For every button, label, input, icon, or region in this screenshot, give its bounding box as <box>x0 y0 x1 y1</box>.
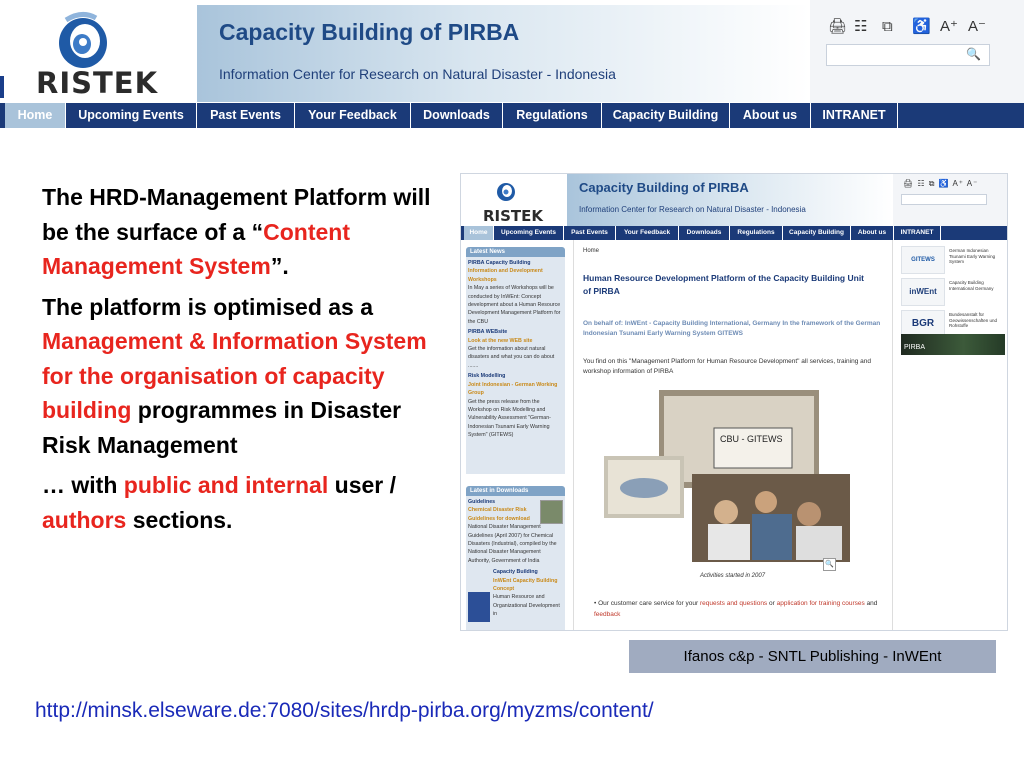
partner-inwent <box>901 278 1005 306</box>
slide-text <box>42 180 442 543</box>
feedback-link: feedback <box>594 611 621 618</box>
shot-photo-collage <box>604 390 850 562</box>
shot-main-content <box>573 240 893 630</box>
emphasis-mis: Management & Information System for the organisation of capacity building <box>42 328 427 423</box>
shot-logo <box>461 174 567 226</box>
download-title: Guidelines <box>468 499 496 505</box>
text-segment: … with <box>42 472 124 498</box>
text-segment: ”. <box>270 253 289 279</box>
download-title: Capacity Building <box>493 569 538 576</box>
news-text: In May a series of Workshops will be conducted by InWEnt: Concept development about a Human Resource Development Management Platform for the CBU <box>468 285 561 325</box>
shot-photo-caption: Activities started in 2007 <box>700 573 766 579</box>
shot-breadcrumb: Home <box>583 248 600 254</box>
requests-link: requests and questions <box>699 600 768 607</box>
nav-upcoming-events[interactable]: Upcoming Events <box>66 103 197 128</box>
nav-past-events[interactable]: Past Events <box>197 103 295 128</box>
shot-nav-item: Capacity Building <box>783 226 851 240</box>
partner-text: German Indonesian Tsunami Early Warning System <box>949 248 996 264</box>
shot-intro-text: You find on this "Management Platform for Human Resource Development" all services, training and workshop information of PIRBA <box>583 358 871 375</box>
shot-nav-item: Upcoming Events <box>494 226 564 240</box>
main-nav <box>0 103 1024 128</box>
news-title: Risk Modelling <box>468 373 506 380</box>
shot-nav-item: Your Feedback <box>616 226 679 240</box>
paragraph-mis <box>42 290 442 463</box>
paragraph-sections <box>42 468 442 537</box>
nav-about-us[interactable]: About us <box>730 103 811 128</box>
shot-page-heading: Human Resource Development Platform of the Capacity Building Unit of PIRBA <box>583 273 865 296</box>
search-icon[interactable]: 🔍 <box>966 47 981 61</box>
ristek-swirl-icon <box>52 10 114 72</box>
shot-downloads-head: Latest in Downloads <box>466 486 565 496</box>
shot-swirl-icon <box>495 180 517 202</box>
shot-logo-text: RISTEK <box>483 207 544 225</box>
partner-gitews <box>901 246 1005 274</box>
partner-logo: GITEWS <box>901 246 945 274</box>
shot-banner <box>567 174 893 226</box>
shot-search-input <box>901 194 987 205</box>
text-segment: Our customer care service for your <box>598 600 700 607</box>
concept-thumbnail <box>468 592 490 622</box>
partner-logo: inWEnt <box>901 278 945 306</box>
shot-nav-item: Downloads <box>679 226 730 240</box>
partner-logo: BGR <box>901 310 945 338</box>
nav-home[interactable]: Home <box>5 103 66 128</box>
news-link: Look at the new WEB site <box>468 337 533 344</box>
spacer <box>466 474 565 486</box>
emphasis-authors: authors <box>42 506 127 533</box>
shot-latest-news-head: Latest News <box>466 247 565 257</box>
application-link: application for training courses <box>776 600 865 607</box>
font-increase-icon[interactable]: A⁺ <box>940 18 958 35</box>
platform-screenshot <box>460 173 1008 631</box>
font-decrease-icon[interactable]: A⁻ <box>968 18 986 35</box>
text-segment: The HRD-Management Platform will be the surface of a “ <box>42 184 431 245</box>
shot-nav-item: Home <box>464 226 494 240</box>
partner-text: Bundesanstalt für Geowissenschaften und Rohstoffe <box>949 312 998 328</box>
shot-nav-item: Regulations <box>730 226 783 240</box>
nav-capacity-building[interactable]: Capacity Building <box>602 103 730 128</box>
pirba-label: PIRBA <box>904 344 926 351</box>
window-icon[interactable]: ⧉ <box>882 18 893 35</box>
news-text: Get the press release from the Workshop on Risk Modelling and Vulnerability Assessment "German-Indonesian Tsunami Early Warning System" (GITEWS) <box>468 398 551 439</box>
accessibility-icon[interactable]: ♿ <box>912 18 931 35</box>
news-text: Get the information about natural disasters and what you can do about ....... <box>468 346 555 369</box>
shot-tool-icons: 🖨 ☷ ⧉ ♿ A⁺ A⁻ <box>903 179 979 188</box>
shot-sidebar <box>466 247 565 630</box>
partner-text: Capacity Building International Germany <box>949 280 994 291</box>
shot-nav <box>461 226 1007 240</box>
logo-text: RISTEK <box>36 66 159 100</box>
download-link: InWEnt Capacity Building Concept <box>493 577 558 593</box>
print-icon[interactable]: 🖨 <box>828 18 848 35</box>
source-url[interactable]: http://minsk.elseware.de:7080/sites/hrdp-pirba.org/myzms/content/ <box>35 699 654 722</box>
shot-zoom-icon: 🔍 <box>823 558 836 571</box>
ristek-logo[interactable] <box>0 0 197 103</box>
emphasis-cms: Content Management System <box>42 218 350 279</box>
photo-sign-text: CBU - GITEWS <box>720 434 783 444</box>
text-segment: or <box>767 600 777 607</box>
shot-banner-title: Capacity Building of PIRBA <box>579 180 749 195</box>
shot-nav-item: INTRANET <box>894 226 941 240</box>
news-link: Joint Indonesian - German Working Group <box>468 381 558 397</box>
news-link: Information and Development Workshops <box>468 268 543 283</box>
shot-behalf-text: On behalf of: InWEnt - Capacity Building International, Germany In the framework of the German Indonesian Tsunami Early Warning System GITEWS <box>583 320 881 337</box>
news-title: PIRBA WEBsite <box>468 329 508 336</box>
nav-your-feedback[interactable]: Your Feedback <box>295 103 411 128</box>
logo-stripe <box>0 76 4 98</box>
pirba-banner <box>901 334 1005 355</box>
text-segment: programmes in Disaster Risk Management <box>42 397 402 458</box>
text-segment: and <box>864 600 878 607</box>
guidelines-thumbnail <box>540 500 563 524</box>
text-segment: sections. <box>126 506 233 533</box>
shot-contact-bullet: • Our customer care service for your requests and questions or application for training courses and feedback <box>594 600 878 618</box>
download-link: Chemical Disaster Risk Guidelines for download <box>468 507 530 522</box>
credit-box: Ifanos c&p - SNTL Publishing - InWEnt <box>629 640 996 673</box>
site-banner <box>197 5 810 102</box>
nav-downloads[interactable]: Downloads <box>411 103 503 128</box>
text-segment: The platform is optimised as a <box>42 293 374 320</box>
text-segment: user / <box>328 472 397 498</box>
download-text: Human Resource and Organizational Development in <box>493 594 560 618</box>
download-text: National Disaster Management Guidelines (April 2007) for Chemical Disasters (Industrial), compiled by the National Disaster Management Authority, Government of India <box>468 524 557 564</box>
nav-regulations[interactable]: Regulations <box>503 103 602 128</box>
paragraph-cms <box>42 180 442 284</box>
shot-latest-downloads <box>466 496 565 631</box>
nav-intranet[interactable]: INTRANET <box>811 103 898 128</box>
banner-subtitle: Information Center for Research on Natural Disaster - Indonesia <box>219 66 616 82</box>
shot-latest-news <box>466 257 565 474</box>
emphasis-public-internal: public and internal <box>123 472 329 498</box>
shot-nav-item: About us <box>851 226 894 240</box>
shot-banner-subtitle: Information Center for Research on Natural Disaster - Indonesia <box>579 205 806 214</box>
shot-nav-item: Past Events <box>564 226 616 240</box>
shot-header <box>461 174 1007 226</box>
banner-title: Capacity Building of PIRBA <box>219 19 520 45</box>
sitemap-icon[interactable]: ☷ <box>854 18 868 35</box>
news-title: PIRBA Capacity Building <box>468 260 531 266</box>
site-header <box>0 0 1024 103</box>
